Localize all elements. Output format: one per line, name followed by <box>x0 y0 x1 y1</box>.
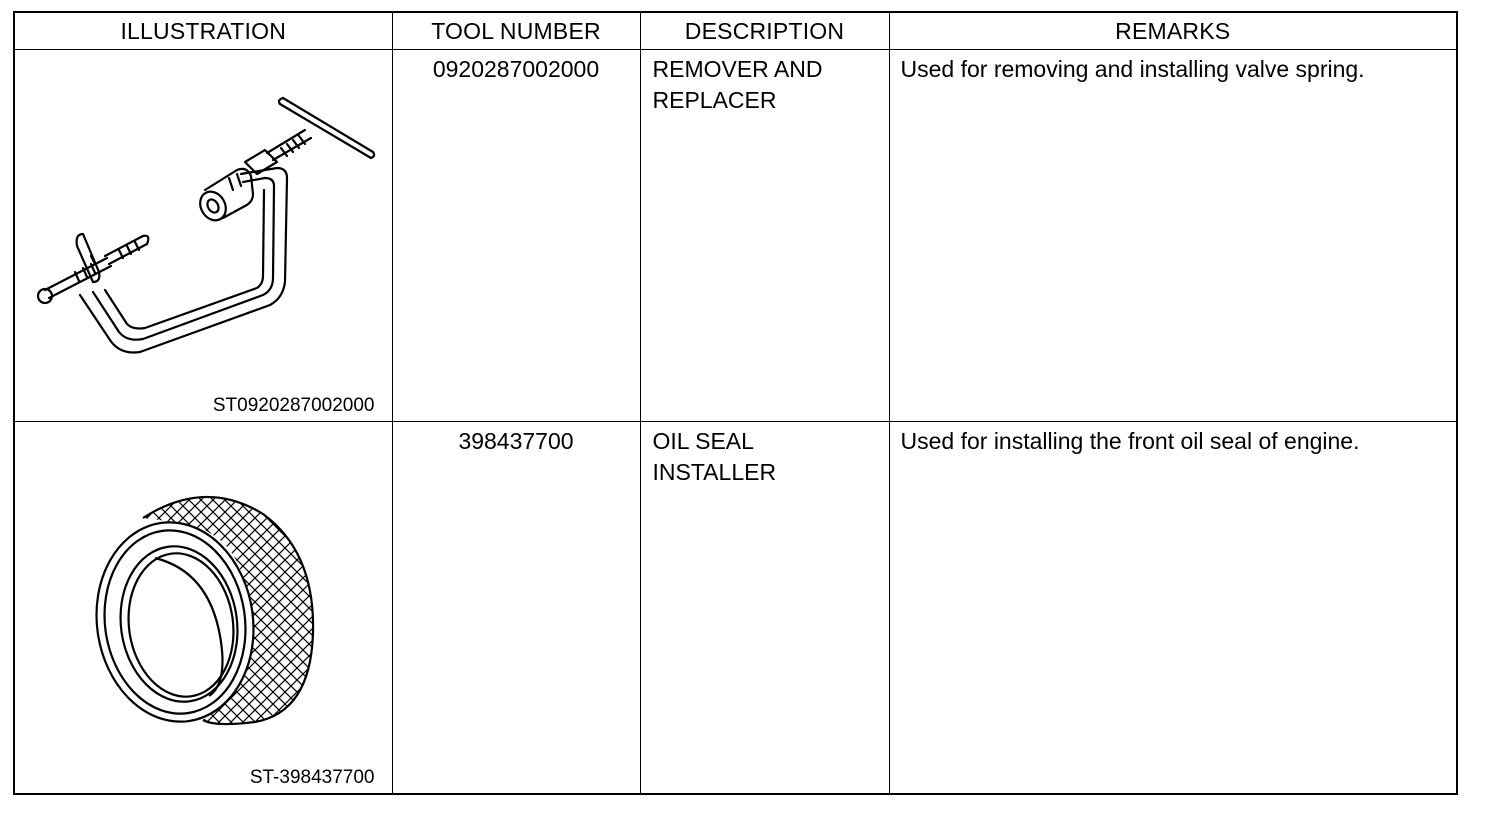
description-cell: OIL SEAL INSTALLER <box>640 422 889 795</box>
header-remarks: REMARKS <box>889 12 1457 50</box>
header-illustration: ILLUSTRATION <box>14 12 392 50</box>
illustration-caption: ST-398437700 <box>249 767 375 788</box>
oil-seal-installer-icon <box>15 422 393 789</box>
illustration-caption: ST0920287002000 <box>212 395 375 416</box>
remarks-cell: Used for installing the front oil seal of engine. <box>889 422 1457 795</box>
remarks-cell: Used for removing and installing valve spring. <box>889 50 1457 422</box>
description-cell: REMOVER AND REPLACER <box>640 50 889 422</box>
illustration-cell <box>14 50 392 422</box>
valve-spring-compressor-icon <box>15 50 393 417</box>
table-row <box>14 50 1457 422</box>
table-row <box>14 422 1457 795</box>
illustration-cell <box>14 422 392 795</box>
tool-number-cell: 0920287002000 <box>392 50 640 422</box>
header-row <box>14 12 1457 50</box>
header-tool-number: TOOL NUMBER <box>392 12 640 50</box>
tool-number-cell: 398437700 <box>392 422 640 795</box>
special-tools-table <box>13 11 1458 795</box>
header-description: DESCRIPTION <box>640 12 889 50</box>
